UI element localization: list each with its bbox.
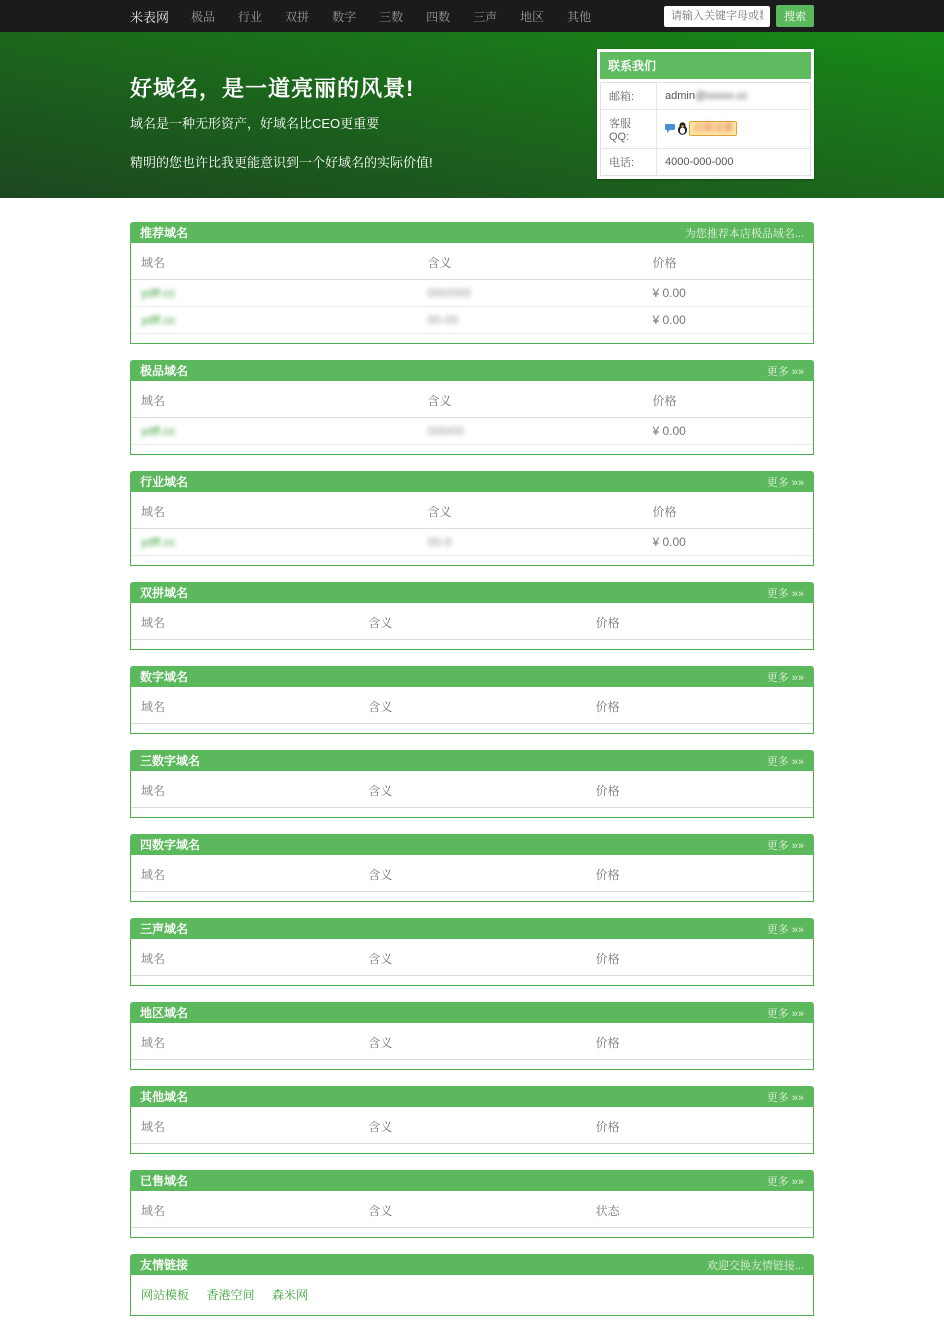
- section-more-link[interactable]: 更多 »»: [766, 587, 804, 600]
- table-row: [131, 280, 813, 307]
- section-more-link[interactable]: 更多 »»: [766, 839, 804, 852]
- col-meaning: 含义: [358, 1107, 585, 1144]
- table-header-row: [131, 1023, 813, 1060]
- search-input[interactable]: [664, 6, 770, 27]
- col-meaning: 含义: [417, 243, 642, 280]
- col-domain: 域名: [131, 381, 417, 418]
- table-header-row: [131, 855, 813, 892]
- friend-link-hk-space[interactable]: 香港空间: [206, 1288, 255, 1302]
- nav-item-3digit[interactable]: 三数: [379, 9, 404, 24]
- table-header-row: [131, 381, 813, 418]
- table-header-row: [131, 939, 813, 976]
- nav-item-4digit[interactable]: 四数: [426, 9, 451, 24]
- table-header-row: [131, 243, 813, 280]
- col-price: 价格: [642, 492, 813, 529]
- contact-card: [597, 49, 814, 179]
- section-industry: [130, 471, 814, 566]
- hero-subtitle-1: 域名是一种无形资产，好域名比CEO更重要: [130, 116, 380, 131]
- section-other: [130, 1086, 814, 1154]
- section-recommended: [130, 222, 814, 344]
- section-more-link[interactable]: 更多 »»: [766, 1175, 804, 1188]
- domain-link-blurred[interactable]: ydff.cc: [141, 286, 176, 300]
- section-more-link[interactable]: 更多 »»: [766, 365, 804, 378]
- col-domain: 域名: [131, 939, 358, 976]
- top-navbar: [0, 0, 944, 32]
- section-3digit: [130, 750, 814, 818]
- col-domain: 域名: [131, 771, 358, 808]
- col-domain: 域名: [131, 1023, 358, 1060]
- domain-price: ¥ 0.00: [652, 535, 686, 549]
- col-price: 价格: [586, 603, 813, 640]
- col-meaning: 含义: [358, 1191, 585, 1228]
- domain-meaning-blurred: 00-00: [427, 313, 459, 327]
- section-title: 数字域名: [140, 670, 189, 684]
- nav-brand[interactable]: 米表网: [130, 9, 170, 25]
- col-price: 价格: [642, 243, 813, 280]
- domain-price: ¥ 0.00: [652, 286, 686, 300]
- table-row: [131, 418, 813, 445]
- col-domain: 域名: [131, 603, 358, 640]
- table-header-row: [131, 771, 813, 808]
- domain-link-blurred[interactable]: ydff.cc: [141, 535, 176, 549]
- nav-item-region[interactable]: 地区: [520, 9, 545, 24]
- table-header-row: [131, 1191, 813, 1228]
- table-header-row: [131, 603, 813, 640]
- section-sold: [130, 1170, 814, 1238]
- section-more-link[interactable]: 更多 »»: [766, 755, 804, 768]
- contact-row-email: [601, 83, 811, 110]
- section-title: 已售域名: [140, 1174, 189, 1188]
- col-meaning: 含义: [358, 687, 585, 724]
- section-title: 极品域名: [140, 364, 189, 378]
- section-premium: [130, 360, 814, 455]
- col-meaning: 含义: [358, 1023, 585, 1060]
- qq-badge: [689, 121, 737, 136]
- nav-item-3letter[interactable]: 三声: [473, 9, 498, 24]
- section-title: 三声域名: [140, 922, 189, 936]
- col-domain: 域名: [131, 492, 417, 529]
- section-more-link[interactable]: 为您推荐本店极品域名...: [684, 227, 804, 240]
- col-meaning: 含义: [417, 381, 642, 418]
- section-more-link[interactable]: 更多 »»: [766, 1007, 804, 1020]
- col-domain: 域名: [131, 1107, 358, 1144]
- table-row: [131, 307, 813, 334]
- col-meaning: 含义: [358, 939, 585, 976]
- friend-link-template[interactable]: 网站模板: [141, 1288, 190, 1302]
- qq-label: 客服QQ:: [601, 110, 657, 149]
- qq-contact-button[interactable]: [665, 121, 737, 136]
- domain-price: ¥ 0.00: [652, 424, 686, 438]
- section-title: 行业域名: [140, 475, 189, 489]
- col-price: 价格: [586, 855, 813, 892]
- hero-subtitle-2: 精明的您也许比我更能意识到一个好域名的实际价值!: [130, 155, 433, 170]
- section-more-link[interactable]: 更多 »»: [766, 923, 804, 936]
- qq-penguin-icon: [677, 122, 688, 135]
- col-meaning: 含义: [358, 771, 585, 808]
- section-title: 其他域名: [140, 1090, 189, 1104]
- domain-price: ¥ 0.00: [652, 313, 686, 327]
- col-price: 价格: [586, 687, 813, 724]
- hero-title: 好域名，是一道亮丽的风景!: [130, 76, 415, 101]
- col-price: 价格: [586, 771, 813, 808]
- col-domain: 域名: [131, 1191, 358, 1228]
- nav-item-other[interactable]: 其他: [567, 9, 592, 24]
- col-meaning: 含义: [358, 855, 585, 892]
- phone-label: 电话:: [601, 149, 657, 176]
- section-3letter: [130, 918, 814, 986]
- section-4digit: [130, 834, 814, 902]
- domain-meaning-blurred: 000/000: [427, 286, 471, 300]
- friend-link-senmi[interactable]: 森米网: [271, 1288, 308, 1302]
- table-header-row: [131, 1107, 813, 1144]
- phone-value: 4000-000-000: [657, 149, 811, 176]
- table-header-row: [131, 492, 813, 529]
- search-button[interactable]: 搜索: [776, 5, 814, 27]
- section-title: 推荐域名: [140, 226, 189, 240]
- qq-badge-text: 点我交谈: [693, 123, 733, 134]
- section-friend-links: [130, 1254, 814, 1316]
- section-title: 四数字域名: [140, 838, 201, 852]
- col-status: 状态: [586, 1191, 813, 1228]
- section-title: 友情链接: [140, 1258, 189, 1272]
- table-header-row: [131, 687, 813, 724]
- main-content: [0, 198, 944, 1342]
- col-domain: 域名: [131, 855, 358, 892]
- nav-item-industry[interactable]: 行业: [238, 9, 263, 24]
- nav-search-group: [664, 5, 814, 27]
- nav-item-numeric[interactable]: 数字: [332, 9, 357, 24]
- domain-meaning-blurred: 000/00: [427, 424, 465, 438]
- table-row: [131, 529, 813, 556]
- col-meaning: 含义: [358, 603, 585, 640]
- nav-item-premium[interactable]: 极品: [191, 9, 216, 24]
- hero-banner: [0, 32, 944, 198]
- col-price: 价格: [586, 1107, 813, 1144]
- domain-link-blurred[interactable]: ydff.cc: [141, 313, 176, 327]
- domain-meaning-blurred: 00-0: [427, 535, 452, 549]
- col-price: 价格: [642, 381, 813, 418]
- section-title: 地区域名: [140, 1006, 189, 1020]
- email-blurred-part: @xxxxx.cc: [694, 90, 748, 102]
- email-value: admin@xxxxx.cc: [657, 83, 811, 110]
- section-more-link[interactable]: 更多 »»: [766, 476, 804, 489]
- section-region: [130, 1002, 814, 1070]
- section-numeric: [130, 666, 814, 734]
- col-domain: 域名: [131, 243, 417, 280]
- col-price: 价格: [586, 1023, 813, 1060]
- qq-bubble-icon: [665, 123, 676, 134]
- email-label: 邮箱:: [601, 83, 657, 110]
- col-meaning: 含义: [417, 492, 642, 529]
- domain-link-blurred[interactable]: ydff.cc: [141, 424, 176, 438]
- contact-card-title: 联系我们: [600, 52, 811, 79]
- col-domain: 域名: [131, 687, 358, 724]
- contact-row-qq: [601, 110, 811, 149]
- section-title: 三数字域名: [140, 754, 201, 768]
- section-title: 双拼域名: [140, 586, 189, 600]
- section-more-link[interactable]: 更多 »»: [766, 1091, 804, 1104]
- section-pinyin: [130, 582, 814, 650]
- section-more-link[interactable]: 更多 »»: [766, 671, 804, 684]
- section-more-link[interactable]: 欢迎交换友情链接...: [706, 1259, 804, 1272]
- nav-item-pinyin[interactable]: 双拼: [285, 9, 310, 24]
- col-price: 价格: [586, 939, 813, 976]
- contact-row-phone: [601, 149, 811, 176]
